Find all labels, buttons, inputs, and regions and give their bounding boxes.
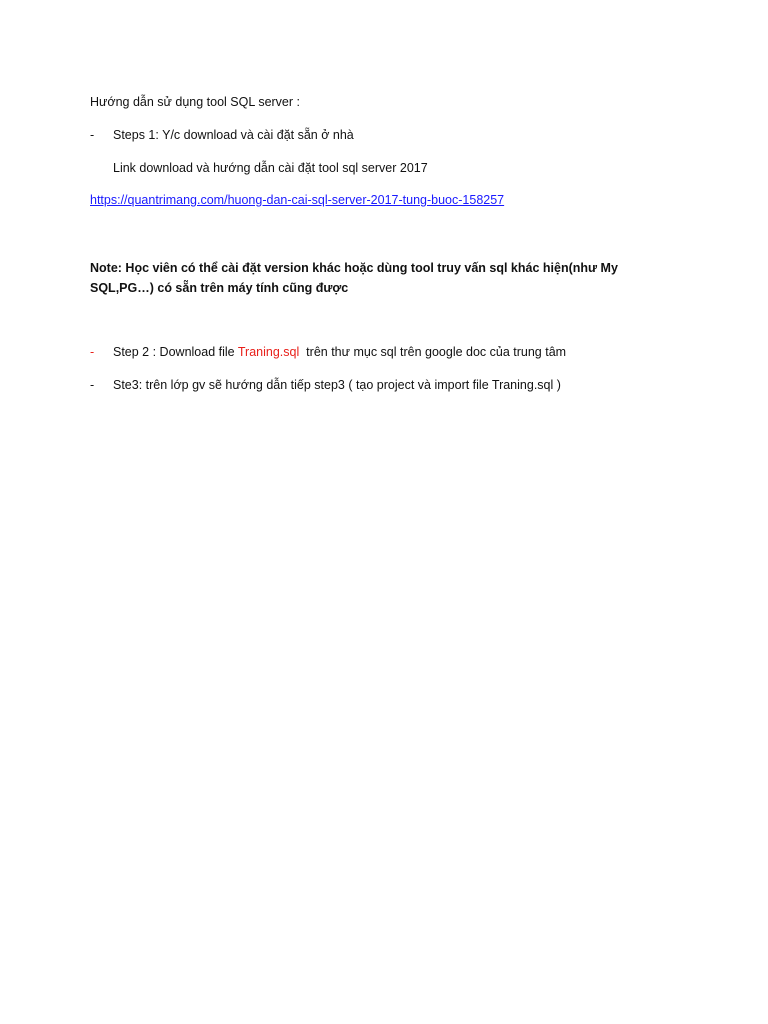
step1-bullet: - (90, 128, 95, 142)
step2-suffix: trên thư mục sql trên google doc của trung tâm (299, 345, 567, 359)
step2-filename: Traning.sql (237, 345, 300, 359)
step2-bullet: - (90, 345, 95, 359)
doc-title: Hướng dẫn sử dụng tool SQL server : (90, 95, 300, 109)
step3-bullet: - (90, 378, 95, 392)
step1-text: Steps 1: Y/c download và cài đặt sẵn ở nhà (113, 128, 354, 142)
download-link[interactable]: https://quantrimang.com/huong-dan-cai-sql-server-2017-tung-buoc-158257 (90, 193, 505, 207)
step2-prefix: Step 2 : Download file (113, 345, 238, 359)
link-label: Link download và hướng dẫn cài đặt tool sql server 2017 (113, 161, 428, 175)
note-text: Note: Học viên có thể cài đặt version khác hoặc dùng tool truy vấn sql khác hiện(như My SQL,PG…) có sẵn trên máy tính cũng được (90, 261, 618, 295)
step2-line (113, 343, 566, 361)
step3-text: Ste3: trên lớp gv sẽ hướng dẫn tiếp step3 ( tạo project và import file Traning.sql ) (113, 378, 561, 392)
